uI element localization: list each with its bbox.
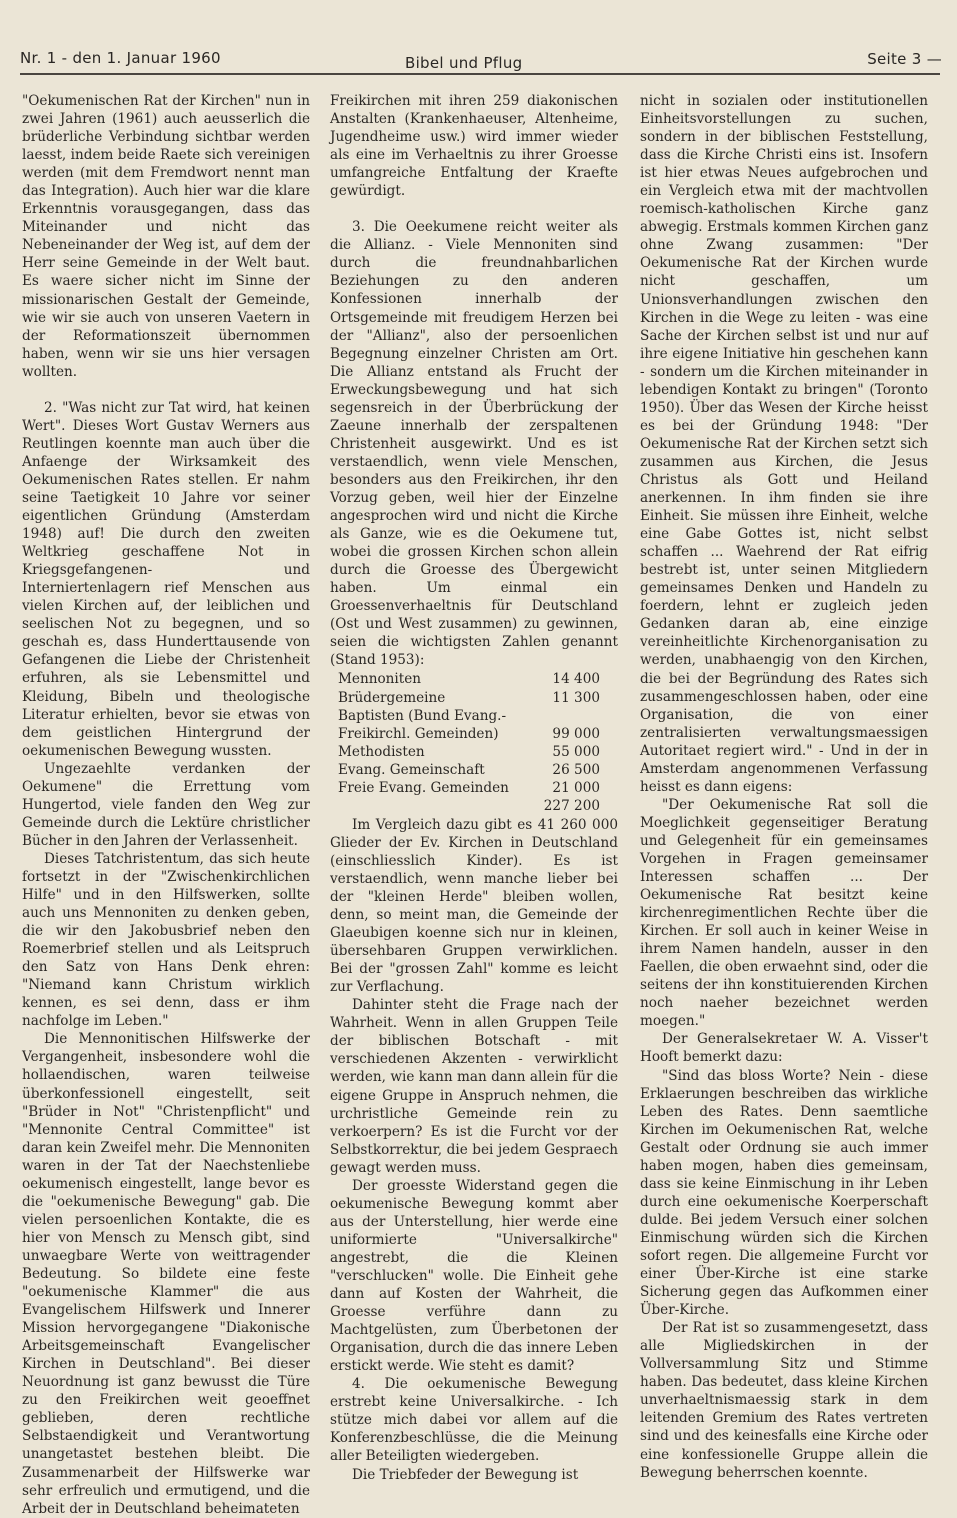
paragraph: Die Mennonitischen Hilfswerke der Vergangenheit, insbesondere wohl die hollaendischen, waren teilweise überkonfessionell eingestellt, seit "Brüder in Not" "Christenpflicht" und "Mennonite Central Committee" ist daran kein Zweifel mehr. Die Mennoniten waren in der Tat der Naechstenliebe oekumenisch eingestellt, lange bevor es die "oekumenische Bewegung" gab. Die vielen persoenlichen Kontakte, die es hier von Mensch zu Mensch gibt, sind unwaegbare Werte von weittragender Bedeutung. So bildete eine feste "oekumenische Klammer" die aus Evangelischem Hilfswerk und Innerer Mission hervorgegangene "Diakonische Arbeitsgemeinschaft Evangelischer Kirchen in Deutschland". Bei dieser Neuordnung ist ganz bewusst die Türe zu den Freikirchen weit geoeffnet geblieben, deren rechtliche Selbstaendigkeit und Verantwortung unangetastet bestehen bleibt. Die Zusammenarbeit der Hilfswerke war sehr erfreulich und ermutigend, und die Arbeit der in Deutschland beheimateten [22,1031,310,1517]
paragraph: nicht in sozialen oder institutionellen Einheitsvorstellungen zu suchen, sondern in der biblischen Feststellung, dass die Kirche Christi eins ist. Insofern ist hier etwas Neues aufgebrochen und ein Vergleich etwa mit der machtvollen roemisch-katholischen Kirche ganz abwegig. Erstmals kommen Kirchen ganz ohne Zwang zusammen: "Der Oekumenische Rat der Kirchen wurde nicht geschaffen, um Unionsverhandlungen zwischen den Kirchen in die Wege zu leiten - was eine Sache der Kirchen selbst ist und nur auf ihre eigene Initiative hin geschehen kann - sondern um die Kirchen miteinander in lebendigen Kontakt zu bringen" (Toronto 1950). Über das Wesen der Kirche heisst es bei der Gründung 1948: "Der Oekumenische Rat der Kirchen setzt sich zusammen aus Kirchen, die Jesus Christus als Gott und Heiland anerkennen. In ihm finden sie ihre Einheit. Sie müssen ihre Einheit, welche eine Gabe Gottes ist, nicht selbst schaffen ... Waehrend der Rat eifrig bestrebt ist, unter seinen Mitgliedern gemeinsames Denken und Handeln zu foerdern, lehnt er zugleich jeden Gedanken daran ab, eine einzige vereinheitlichte Kirchenorganisation zu werden, unabhaengig von den Kirchen, die bei der Begründung des Rates sich zusammengeschlossen haben, oder eine Organisation, die von einer zentralisierten verwaltungsmaessigen Autoritaet regiert wird." - Und in der in Amsterdam angenommenen Verfassung heisst es dann eigens: [640,93,928,795]
paragraph: Dieses Tatchristentum, das sich heute fortsetzt in der "Zwischenkirchlichen Hilfe" und in den Hilfswerken, sollte auch uns Mennoniten zu denken geben, die wir den Jakobusbrief neben den Roemerbrief stellen und als Leitspruch den Satz von Hans Denk ehren: "Niemand kann Christum wirklich kennen, es sei denn, dass er ihm nachfolge im Leben." [22,850,310,1030]
paragraph: "Der Oekumenische Rat soll die Moeglichkeit gegenseitiger Beratung und Gelegenheit für ein gemeinsames Vorgehen in Fragen gemeinsamer Interessen schaffen ... Der Oekumenische Rat besitzt keine kirchenregimentlichen Rechte über die Kirchen. Er soll auch in keiner Weise in ihrem Namen handeln, ausser in den Faellen, die oben erwaehnt sind, oder die seitens der ihn konstituierenden Kirchen noch naeher bezeichnet werden moegen." [640,796,928,1030]
column-2 [330,92,618,1484]
paragraph: Der Generalsekretaer W. A. Visser't Hooft bemerkt dazu: [640,1031,928,1066]
paragraph: 2. "Was nicht zur Tat wird, hat keinen Wert". Dieses Wort Gustav Werners aus Reutlingen koennte man auch über die Anfaenge der Wirksamkeit des Oekumenischen Rates stellen. Er nahm seine Taetigkeit 10 Jahre vor seiner eigentlichen Gründung (Amsterdam 1948) auf! Die durch den zweiten Weltkrieg geschaffene Not in Kriegsgefangenen- und Interniertenlagern rief Menschen aus vielen Kirchen auf, der leiblichen und seelischen Not zu begegnen, und so geschah es, dass Hunderttausende von Gefangenen die Liebe der Christenheit erfuhren, als sie Lebensmittel und Kleidung, Bibeln und theologische Literatur erhielten, bevor sie etwas von dem geistlichen Hintergrund der oekumenischen Bewegung wussten. [22,399,310,759]
table-total: 227 200 [543,797,600,814]
paragraph: Ungezaehlte verdanken der Oekumene" die Errettung vom Hungertod, viele fanden den Weg zur Gemeinde durch die Lektüre christlicher Bücher in den Jahren der Verlassenheit. [22,760,310,849]
table-row: Baptisten (Bund Evang.- [338,707,507,724]
table-row: Freie Evang. Gemeinden 21 000 [338,779,600,796]
paragraph: Der Rat ist so zusammengesetzt, dass alle Migliedskirchen in der Vollversammlung Sitz und Stimme haben. Das bedeutet, dass kleine Kirchen unverhaeltnismaessig stark in dem leitenden Gremium des Rates vertreten sind und des keinesfalls eine Kirche oder eine konfessionelle Gruppe allein die Bewegung beherrschen koennte. [640,1320,928,1481]
paragraph: Dahinter steht die Frage nach der Wahrheit. Wenn in allen Gruppen Teile der biblischen Botschaft - mit verschiedenen Akzenten - verwirklicht werden, wie kann man dann allein für die eigene Gruppe in Anspruch nehmen, die urchristliche Gemeinde rein zu verkoerpern? Es ist die Furcht vor der Selbstkorrektur, die bei jedem Gespraech gewagt werden muss. [330,997,618,1176]
paragraph: Die Triebfeder der Bewegung ist [352,1466,579,1483]
membership-table [330,670,618,814]
publication-title: Bibel und Pflug [405,54,523,72]
paragraph: Freikirchen mit ihren 259 diakonischen Anstalten (Krankenhaeuser, Altenheime, Jugendheime usw.) wird immer wieder als eine im Verhaeltnis zu ihrer Groesse umfangreiche Entfaltung der Kraefte gewürdigt. [330,93,618,200]
table-row: Freikirchl. Gemeinden) 99 000 [338,725,600,742]
paragraph: 3. Die Oeekumene reicht weiter als die Allianz. - Viele Mennoniten sind durch die freundnahbarlichen Beziehungen zu den anderen Konfessionen innerhalb der Ortsgemeinde mit freudigem Herzen bei der "Allianz", also der persoenlichen Begegnung einzelner Christen am Ort. Die Allianz entstand als Frucht der Erweckungsbewegung und hat sich segensreich in der Überbrückung der Zaeune innerhalb der zerspaltenen Christenheit ausgewirkt. Und es ist verstaendlich, wenn viele Menschen, besonders aus den Freikirchen, ihr den Vorzug geben, weil hier der Einzelne angesprochen wird und nicht die Kirche als Ganze, wie es die Oekumene tut, wobei die grossen Kirchen schon allein durch die Groesse des Übergewicht haben. Um einmal ein Groessenverhaeltnis für Deutschland (Ost und West zusammen) zu gewinnen, seien die wichtigsten Zahlen genannt (Stand 1953): [330,219,618,669]
header-rule [20,73,940,75]
table-row: Brüdergemeine 11 300 [338,689,600,706]
page-header [20,47,942,73]
paragraph: Im Vergleich dazu gibt es 41 260 000 Glieder der Ev. Kirchen in Deutschland (einschliesslich Kinder). Es ist verstaendlich, wenn manche lieber bei der "kleinen Herde" bleiben wollen, denn, so meint man, die Gemeinde der Glaeubigen koenne sich nur in kleinen, übersehbaren Gruppen verwirklichen. Bei der "grossen Zahl" komme es leicht zur Verflachung. [330,816,618,996]
column-1 [22,92,310,1518]
paragraph: 4. Die oekumenische Bewegung erstrebt keine Universalkirche. - Ich stütze mich dabei vor allem auf die Konferenzbeschlüsse, die die Meinung aller Beteiligten wiedergeben. [330,1376,618,1465]
column-3 [640,92,928,1482]
paragraph: "Oekumenischen Rat der Kirchen" nun in zwei Jahren (1961) auch aeusserlich die brüderliche Verbindung sichtbar werden laesst, indem beide Raete sich vereinigen werden (mit dem Fremdwort nennt man das Integration). Auch hier war die klare Erkenntnis vorausgegangen, dass das Miteinander und nicht das Nebeneinander der Weg ist, auf dem der Herr seine Gemeinde in der Welt baut. Es waere sicher nicht im Sinne der missionarischen Gestalt der Gemeinde, wie wir sie auch von unseren Vaetern in der Reformationszeit übernommen haben, wenn wir sie uns hier versagen wollten. [22,93,310,380]
table-row: Mennoniten 14 400 [338,671,600,688]
table-row: Methodisten 55 000 [338,743,600,760]
paragraph: "Sind das bloss Worte? Nein - diese Erklaerungen beschreiben das wirkliche Leben des Rates. Denn saemtliche Kirchen im Oekumenischen Rat, welche Gestalt oder Ordnung sie auch immer haben mogen, haben dies gemeinsam, dass sie keine Einmischung in ihr Leben durch eine oekumenische Koerperschaft dulde. Bei jedem Versuch einer solchen Einmischung würden sich die Kirchen sofort regen. Die allgemeine Furcht vor einer Über-Kirche ist eine starke Sicherung gegen das Aufkommen einer Über-Kirche. [640,1067,928,1319]
paragraph: Der groesste Widerstand gegen die oekumenische Bewegung kommt aber aus der Unterstellung, hier werde eine uniformierte "Universalkirche" angestrebt, die die Kleinen "verschlucken" wolle. Die Einheit gehe dann auf Kosten der Wahrheit, die Groesse verführe dann zu Machtgelüsten, zum Überbetonen der Organisation, durch die das innere Leben erstickt werde. Wie steht es damit? [330,1177,618,1375]
page-number: Seite 3 — [867,50,942,68]
issue-date: Nr. 1 - den 1. Januar 1960 [20,49,221,67]
table-row: Evang. Gemeinschaft 26 500 [338,761,600,778]
